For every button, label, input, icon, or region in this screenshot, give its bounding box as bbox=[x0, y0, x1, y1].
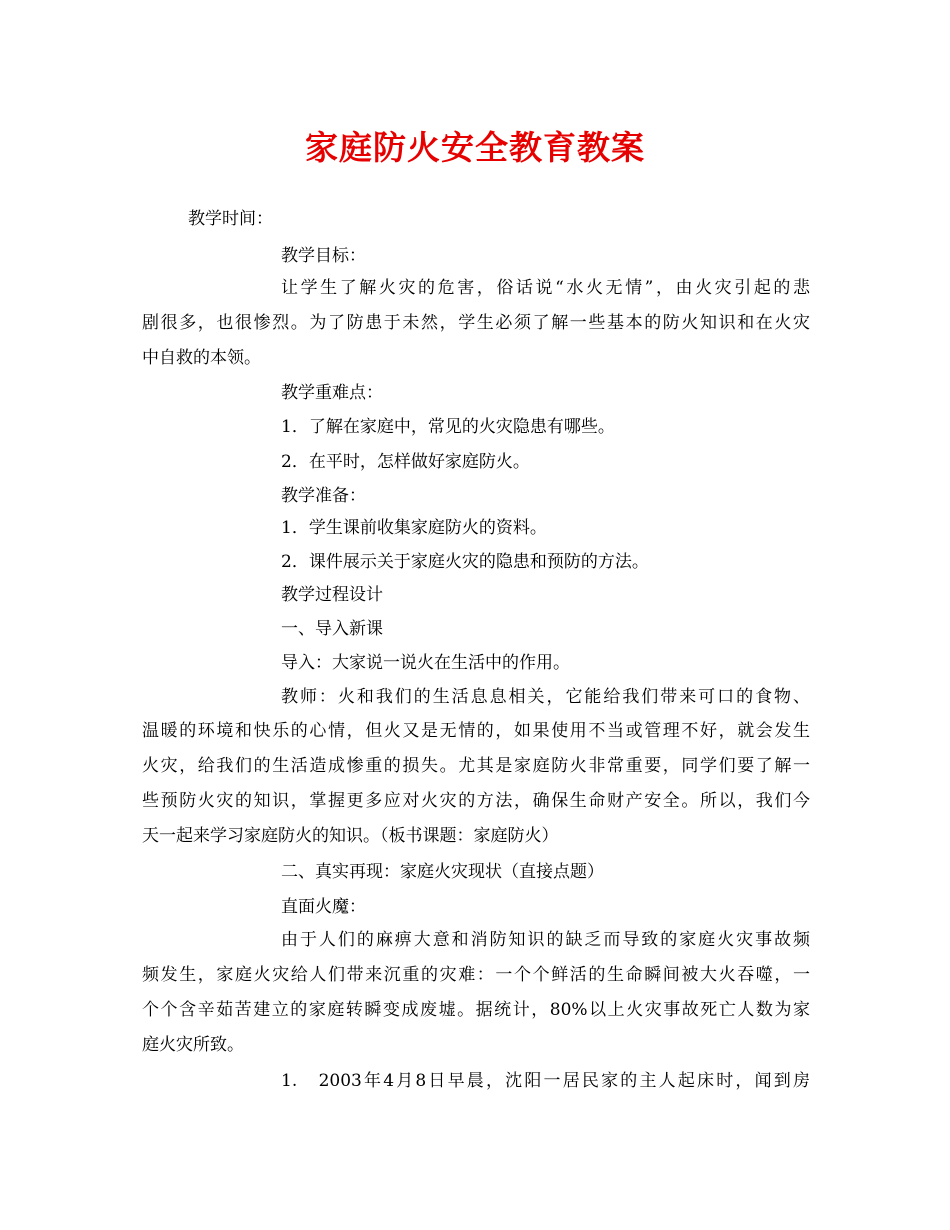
paragraph-line: 温暖的环境和快乐的心情，但火又是无情的，如果使用不当或管理不好，就会发生 bbox=[142, 721, 810, 741]
document-title: 家庭防火安全教育教案 bbox=[305, 128, 645, 167]
paragraph-line: 剧很多，也很惨烈。为了防患于未然，学生必须了解一些基本的防火知识和在火灾 bbox=[142, 313, 810, 333]
paragraph-line: 个个含辛茹苦建立的家庭转瞬变成废墟。据统计，80%以上火灾事故死亡人数为家 bbox=[142, 1000, 810, 1020]
paragraph-line: 火灾，给我们的生活造成惨重的损失。尤其是家庭防火非常重要，同学们要了解一 bbox=[142, 756, 810, 776]
paragraph-line: 二、真实再现：家庭火灾现状（直接点题） bbox=[281, 862, 604, 882]
paragraph-line: 2．课件展示关于家庭火灾的隐患和预防的方法。 bbox=[281, 552, 649, 572]
paragraph-line: 直面火魔： bbox=[281, 897, 366, 917]
paragraph-line: 导入：大家说一说火在生活中的作用。 bbox=[281, 653, 570, 673]
paragraph-line: 些预防火灾的知识，掌握更多应对火灾的方法，确保生命财产安全。所以，我们今 bbox=[142, 791, 810, 811]
paragraph-line: 庭火灾所致。 bbox=[142, 1035, 244, 1055]
paragraph-line: 教学准备： bbox=[281, 486, 366, 506]
paragraph-line: 频发生，家庭火灾给人们带来沉重的灾难：一个个鲜活的生命瞬间被大火吞噬，一 bbox=[142, 965, 810, 985]
paragraph-line: 中自救的本领。 bbox=[142, 348, 261, 368]
paragraph-line: 教学过程设计 bbox=[281, 585, 383, 605]
paragraph-line: 让学生了解火灾的危害，俗话说“水火无情”，由火灾引起的悲 bbox=[281, 278, 810, 298]
paragraph-line: 2．在平时，怎样做好家庭防火。 bbox=[281, 452, 530, 472]
paragraph-line: 一、导入新课 bbox=[281, 619, 383, 639]
paragraph-line: 1. 2003年4月8日早晨，沈阳一居民家的主人起床时，闻到房 bbox=[281, 1071, 810, 1091]
paragraph-line: 1．学生课前收集家庭防火的资料。 bbox=[281, 518, 547, 538]
paragraph-line: 教学时间： bbox=[188, 209, 273, 229]
paragraph-line: 1．了解在家庭中，常见的火灾隐患有哪些。 bbox=[281, 417, 615, 437]
paragraph-line: 教师：火和我们的生活息息相关，它能给我们带来可口的食物、 bbox=[281, 687, 810, 707]
paragraph-line: 教学重难点： bbox=[281, 383, 383, 403]
paragraph-line: 教学目标： bbox=[281, 246, 366, 266]
paragraph-line: 由于人们的麻痹大意和消防知识的缺乏而导致的家庭火灾事故频 bbox=[281, 930, 810, 950]
paragraph-line: 天一起来学习家庭防火的知识。（板书课题：家庭防火） bbox=[142, 826, 559, 846]
